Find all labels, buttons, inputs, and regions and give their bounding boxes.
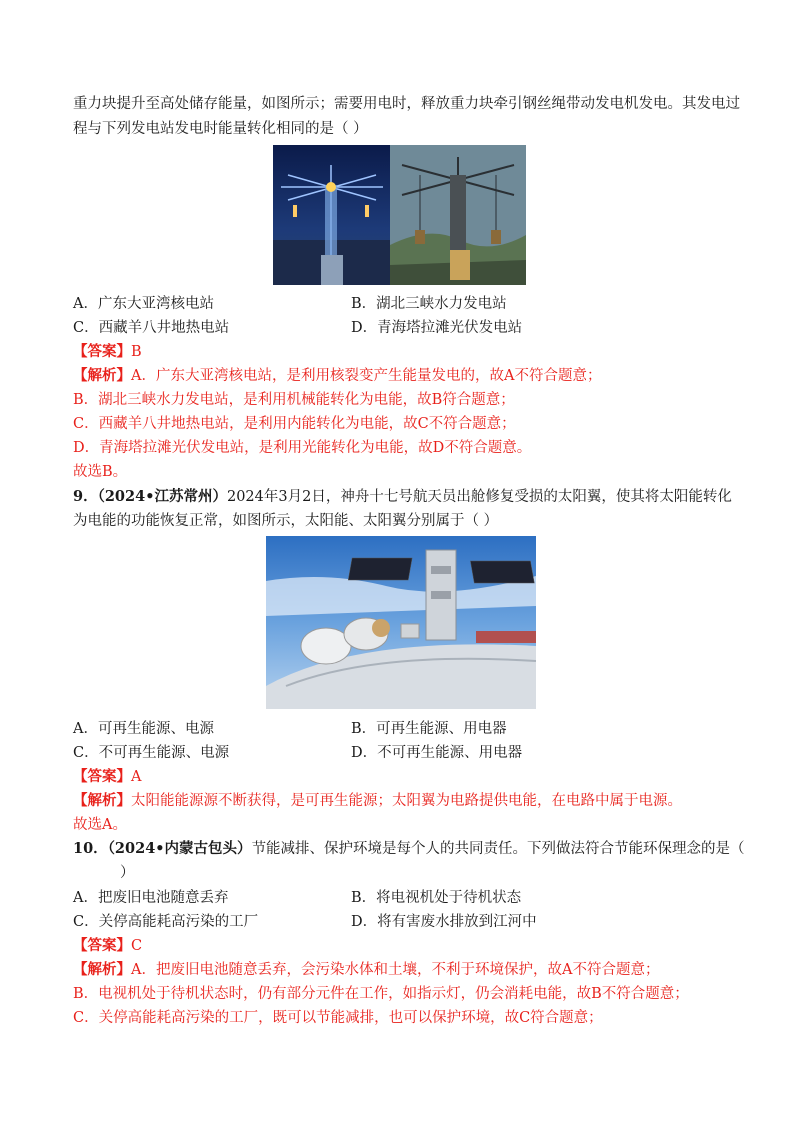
q8-analysis-line1: [73, 366, 601, 386]
q8-analysis-line3: C．西藏羊八井地热电站，是利用内能转化为电能，故C不符合题意；: [73, 416, 516, 432]
stem-text: 节能减排、保护环境是每个人的共同责任。下列做法符合节能环保理念的是（: [251, 841, 745, 857]
answer-value: B: [131, 344, 142, 360]
q10-stem-line1: [73, 839, 745, 859]
answer-value: C: [131, 938, 143, 954]
astronaut-solar-wing-photo: [266, 536, 536, 709]
q9-option-c: C．不可再生能源、电源: [73, 745, 230, 761]
analysis-label: 【解析】: [73, 367, 131, 384]
q10-option-b: B．将电视机处于待机状态: [351, 890, 522, 906]
q9-option-a: A．可再生能源、电源: [73, 721, 214, 737]
stem-text: 2024年3月2日，神舟十七号航天员出舱修复受损的太阳翼，使其将太阳能转化: [226, 489, 732, 505]
analysis-label: 【解析】: [73, 961, 131, 978]
q10-option-c: C．关停高能耗高污染的工厂: [73, 914, 259, 930]
q10-answer: [73, 936, 142, 956]
question-source: （2024•内蒙古包头）: [107, 840, 252, 857]
question-number: 9．: [73, 488, 98, 505]
q10-option-d: D．将有害废水排放到江河中: [351, 914, 537, 930]
question-number: 10．: [73, 840, 108, 857]
analysis-text: A．广东大亚湾核电站，是利用核裂变产生能量发电的，故A不符合题意；: [131, 368, 602, 384]
q10-analysis-line3: C．关停高能耗高污染的工厂，既可以节能减排，也可以保护环境，故C符合题意；: [73, 1010, 603, 1026]
answer-label: 【答案】: [73, 768, 131, 785]
q8-option-b: B．湖北三峡水力发电站: [351, 296, 507, 312]
q9-answer: [73, 767, 141, 787]
q9-option-d: D．不可再生能源、用电器: [351, 745, 523, 761]
q8-analysis-line2: B．湖北三峡水力发电站，是利用机械能转化为电能，故B符合题意；: [73, 392, 515, 408]
q9-stem-line2: 为电能的功能恢复正常，如图所示，太阳能、太阳翼分别属于（ ）: [73, 513, 499, 529]
q8-stem-line2: 程与下列发电站发电时能量转化相同的是（ ）: [73, 121, 368, 137]
q8-option-c: C．西藏羊八井地热电站: [73, 320, 230, 336]
gravity-storage-night-photo: [273, 145, 390, 285]
answer-label: 【答案】: [73, 343, 131, 360]
q10-stem-line2: ）: [120, 865, 135, 881]
q9-stem-line1: [73, 487, 732, 507]
q9-analysis-line1: [73, 791, 682, 811]
analysis-text: 太阳能能源源不断获得，是可再生能源；太阳翼为电路提供电能，在电路中属于电源。: [131, 793, 682, 809]
q10-analysis-line1: [73, 960, 659, 980]
analysis-text: A．把废旧电池随意丢弃，会污染水体和土壤，不利于环境保护，故A不符合题意；: [131, 962, 660, 978]
q8-conclusion: 故选B。: [73, 464, 128, 480]
q8-analysis-line4: D．青海塔拉滩光伏发电站，是利用光能转化为电能，故D不符合题意。: [73, 440, 532, 456]
question-source: （2024•江苏常州）: [97, 488, 227, 505]
answer-label: 【答案】: [73, 937, 131, 954]
q10-analysis-line2: B．电视机处于待机状态时，仍有部分元件在工作，如指示灯，仍会消耗电能，故B不符合题意；: [73, 986, 689, 1002]
q8-answer: [73, 342, 142, 362]
q9-conclusion: 故选A。: [73, 817, 127, 833]
q10-option-a: A．把废旧电池随意丢弃: [73, 890, 229, 906]
analysis-label: 【解析】: [73, 792, 131, 809]
q8-stem-line1: 重力块提升至高处储存能量，如图所示；需要用电时，释放重力块牵引钢丝绳带动发电机发电。其发电过: [73, 96, 740, 112]
q9-option-b: B．可再生能源、用电器: [351, 721, 507, 737]
answer-value: A: [131, 769, 142, 785]
q8-option-d: D．青海塔拉滩光伏发电站: [351, 320, 523, 336]
gravity-storage-day-photo: [390, 145, 526, 285]
q8-option-a: A．广东大亚湾核电站: [73, 296, 214, 312]
